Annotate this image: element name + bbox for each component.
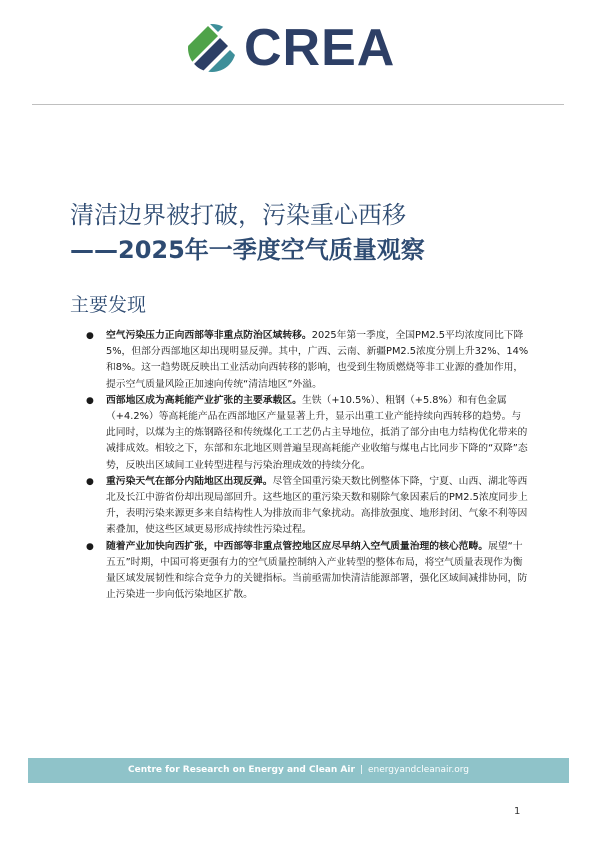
list-item	[70, 539, 530, 604]
footer-website-link[interactable]: energyandcleanair.org	[367, 765, 469, 775]
report-title	[70, 198, 540, 268]
key-findings-list	[70, 328, 530, 603]
page-number: 1	[514, 806, 521, 817]
section-heading: 主要发现	[70, 294, 147, 316]
finding-body: 展望“十五五”时期，中国可将更强有力的空气质量控制纳入产业转型的整体布局，将空气质量表现作为衡量区域发展韧性和综合竞争力的关键指标。当前亟需加快清洁能源部署，强化区域间减排协同，防止污染进一步向低污染地区扩散。	[106, 540, 528, 601]
bullet-icon: ●	[86, 476, 94, 487]
crea-logo	[186, 19, 408, 77]
footer-band	[28, 758, 569, 783]
finding-lead: 西部地区成为高耗能产业扩张的主要承载区。	[106, 394, 302, 406]
list-item	[70, 393, 530, 474]
finding-lead: 随着产业加快向西扩张，中西部等非重点管控地区应尽早纳入空气质量治理的核心范畴。	[106, 540, 489, 552]
crea-logo-mark-icon	[186, 22, 238, 74]
bullet-icon: ●	[86, 331, 94, 341]
title-line-2: ——2025年一季度空气质量观察	[70, 236, 425, 264]
footer-separator: |	[359, 765, 363, 775]
finding-lead: 空气污染压力正向西部等非重点防治区域转移。	[106, 330, 312, 341]
finding-lead: 重污染天气在部分内陆地区出现反弹。	[106, 475, 273, 487]
logo-wordmark: CREA	[244, 19, 396, 77]
footer-org-name: Centre for Research on Energy and Clean Air	[128, 765, 355, 775]
finding-body: 2025年第一季度，全国PM2.5平均浓度同比下降5%，但部分西部地区却出现明显反弹。其中，广西、云南、新疆PM2.5浓度分别上升32%、14%和8%。这一趋势既反映出工业活动向西转移的影响，也受到生物质燃烧等非工业源的叠加作用，提示空气质量风险正加速向传统“清洁地区”外溢。	[106, 330, 529, 390]
bullet-icon: ●	[86, 395, 94, 406]
header-divider	[32, 104, 564, 105]
finding-body: 生铁（+10.5%）、粗钢（+5.8%）和有色金属（+4.2%）等高耗能产品在西部地区产量显著上升，显示出重工业产能持续向西转移的趋势。与此同时，以煤为主的炼钢路径和传统煤化工工艺仍占主导地位，抵消了部分由电力结构优化带来的减排成效。相较之下，东部和东北地区则普遍呈现高耗能产业收缩与煤电占比同步下降的“双降”态势，反映出区域间工业转型进程与污染治理成效的持续分化。	[106, 394, 528, 471]
list-item	[70, 328, 530, 393]
list-item	[70, 474, 530, 539]
title-line-1: 清洁边界被打破，污染重心西移	[70, 201, 406, 229]
finding-body: 尽管全国重污染天数比例整体下降，宁夏、山西、湖北等西北及长江中游省份却出现局部回升。这些地区的重污染天数和剔除气象因素后的PM2.5浓度同步上升，表明污染来源更多来自结构性人为排放而非气象扰动。高排放强度、地形封闭、气象不利等因素叠加，使这些区域更易形成持续性污染过程。	[106, 475, 528, 536]
bullet-icon: ●	[86, 541, 94, 552]
